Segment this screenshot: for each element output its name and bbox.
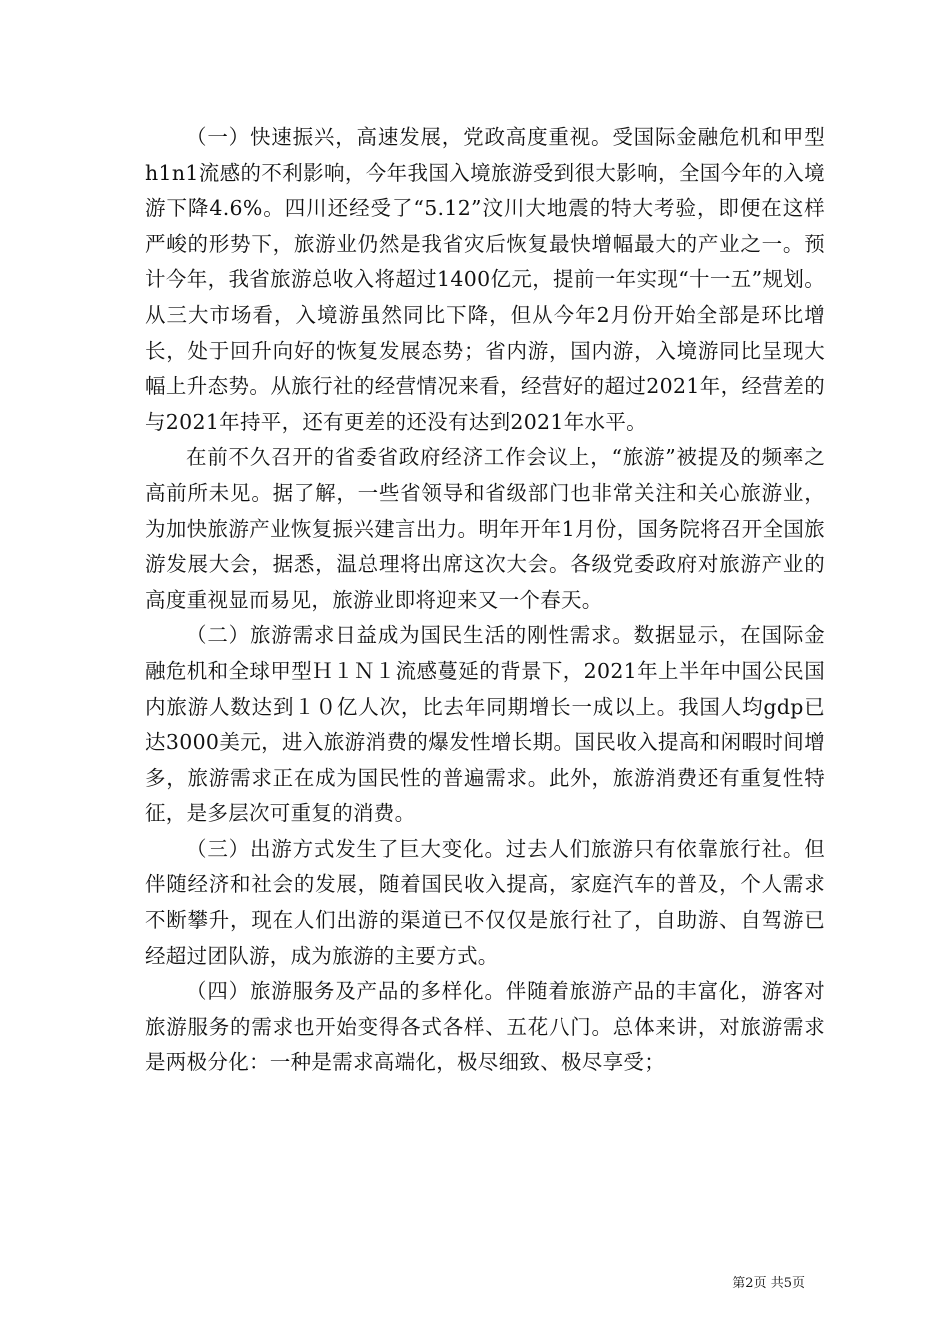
paragraph-1: （一）快速振兴，高速发展，党政高度重视。受国际金融危机和甲型h1n1流感的不利影响，今年我国入境旅游受到很大影响，全国今年的入境游下降4.6%。四川还经受了“5.12”汶川大地震的特大考验，即便在这样严峻的形势下，旅游业仍然是我省灾后恢复最快增幅最大的产业之一。预计今年，我省旅游总收入将超过1400亿元，提前一年实现“十一五”规划。从三大市场看，入境游虽然同比下降，但从今年2月份开始全部是环比增长，处于回升向好的恢复发展态势；省内游，国内游，入境游同比呈现大幅上升态势。从旅行社的经营情况来看，经营好的超过2021年，经营差的与2021年持平，还有更差的还没有达到2021年水平。 bbox=[145, 125, 825, 434]
footer-middle: 页 共 bbox=[753, 1276, 784, 1291]
paragraph-4: （三）出游方式发生了巨大变化。过去人们旅游只有依靠旅行社。但伴随经济和社会的发展，随着国民收入提高，家庭汽车的普及，个人需求不断攀升，现在人们出游的渠道已不仅仅是旅行社了，自助游、自驾游已经超过团队游，成为旅游的主要方式。 bbox=[145, 836, 825, 968]
footer-suffix: 页 bbox=[791, 1276, 805, 1291]
footer-total-pages: 5 bbox=[783, 1276, 792, 1291]
paragraph-5: （四）旅游服务及产品的多样化。伴随着旅游产品的丰富化，游客对旅游服务的需求也开始变得各式各样、五花八门。总体来讲，对旅游需求是两极分化：一种是需求高端化，极尽细致、极尽享受； bbox=[145, 979, 825, 1075]
body-text bbox=[145, 120, 825, 1081]
page-footer bbox=[732, 1276, 805, 1292]
footer-current-page: 2 bbox=[745, 1276, 754, 1291]
footer-prefix: 第 bbox=[732, 1276, 746, 1291]
paragraph-2: 在前不久召开的省委省政府经济工作会议上，“旅游”被提及的频率之高前所未见。据了解，一些省领导和省级部门也非常关注和关心旅游业，为加快旅游产业恢复振兴建言出力。明年开年1月份，国务院将召开全国旅游发展大会，据悉，温总理将出席这次大会。各级党委政府对旅游产业的高度重视显而易见，旅游业即将迎来又一个春天。 bbox=[145, 445, 825, 612]
paragraph-3: （二）旅游需求日益成为国民生活的刚性需求。数据显示，在国际金融危机和全球甲型Ｈ１Ｎ１流感蔓延的背景下，2021年上半年中国公民国内旅游人数达到１０亿人次，比去年同期增长一成以上。我国人均gdp已达3000美元，进入旅游消费的爆发性增长期。国民收入提高和闲暇时间增多，旅游需求正在成为国民性的普遍需求。此外，旅游消费还有重复性特征，是多层次可重复的消费。 bbox=[145, 623, 825, 826]
